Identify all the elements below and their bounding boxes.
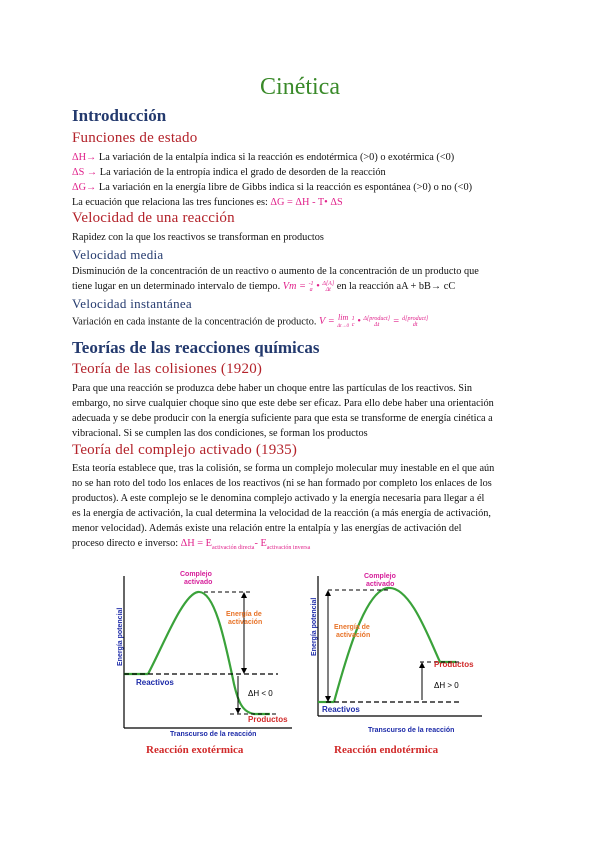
complejo-formula: $\Delta H = E_{activación directa}-$ $E_{activación inversa}$ — [180, 538, 311, 552]
exo-energia-label-1: Energía de — [226, 611, 262, 618]
exo-ylabel: Energía potencial — [117, 607, 124, 666]
complejo-line-3: es la energía de activación, la cual determina la velocidad de la reacción (a más energía de activación, — [72, 508, 492, 519]
exo-dh-label: ΔH < 0 — [248, 689, 273, 698]
dh-text: La variación de la entalpía indica si la reacción es endotérmica (>0) o exotérmica (<0) — [96, 152, 455, 163]
ecuacion-line — [72, 195, 502, 211]
instantanea-text: Variación en cada instante de la concentración de producto. — [72, 316, 320, 328]
complejo-line-5 — [72, 536, 502, 557]
funciones-heading: Funciones de estado — [72, 130, 198, 146]
colisiones-line-0: Para que una reacción se produzca debe haber un choque entre las partículas de los reactivos. Sin — [72, 383, 472, 394]
exo-caption: Reacción exotérmica — [146, 744, 244, 756]
media-text-3: en la reacción aA + bB→ cC — [334, 281, 456, 292]
endo-caption: Reacción endotérmica — [334, 744, 439, 756]
complejo-line-4: menor velocidad). Además existe una relación entre la entalpía y las energías de activación del — [72, 523, 462, 534]
teorias-heading: Teorías de las reacciones químicas — [72, 338, 320, 357]
colisiones-line-1: embargo, no sirve cualquier choque sino que este debe ser eficaz. Para ello debe haber una orientación — [72, 398, 494, 409]
ecuacion-text: La ecuación que relaciona las tres funciones es: — [72, 197, 271, 208]
media-formula: Vm = -1 a • Δ[A] Δt — [282, 280, 335, 293]
exo-complejo-label-2: activado — [184, 579, 213, 586]
instantanea-line — [72, 314, 502, 330]
endo-productos-label: Productos — [434, 660, 474, 669]
exo-ea-arrowhead-up — [241, 592, 247, 598]
exo-energia-label-2: activación — [228, 619, 263, 626]
endo-complejo-label-1: Complejo — [364, 573, 396, 580]
dg-text: La variación en la energía libre de Gibbs indica si la reacción es espontánea (>0) o no (<0) — [96, 182, 473, 193]
endothermic-diagram — [310, 566, 490, 736]
velocidad-text: Rapidez con la que los reactivos se transforman en productos — [72, 232, 324, 243]
page-title: Cinética — [260, 74, 340, 100]
exo-dh-arrowhead — [235, 708, 241, 714]
ds-text: La variación de la entropía indica el grado de desorden de la reacción — [97, 167, 386, 178]
exothermic-diagram — [118, 566, 298, 736]
endo-complejo-label-2: activado — [366, 581, 395, 588]
complejo-line-2: productos). A este complejo se le denomina complejo activado y la energía necesaria para llegar a él — [72, 493, 485, 504]
exo-productos-label: Productos — [248, 715, 288, 724]
complejo-heading: Teoría del complejo activado (1935) — [72, 442, 298, 458]
endo-dh-label: ΔH > 0 — [434, 681, 459, 690]
endo-ylabel: Energía potencial — [311, 597, 318, 656]
colisiones-line-2: adecuada y se debe producir con la energía suficiente para que esta se transforme de energía cinética a — [72, 413, 493, 424]
endo-ea-arrowhead-up — [325, 590, 331, 596]
dg-line — [72, 180, 502, 196]
colisiones-heading: Teoría de las colisiones (1920) — [72, 361, 263, 377]
endo-energia-label-1: Energía de — [334, 624, 370, 631]
media-text-2: tiene lugar en un determinado intervalo de tiempo. — [72, 281, 283, 292]
ds-line — [72, 165, 502, 181]
complejo-last-text: proceso directo e inverso: — [72, 538, 181, 549]
endo-dh-arrowhead — [419, 662, 425, 668]
media-heading: Velocidad media — [72, 247, 164, 262]
exo-xlabel: Transcurso de la reacción — [170, 731, 257, 738]
ds-symbol: ΔS → — [72, 167, 98, 178]
complejo-line-0: Esta teoría establece que, tras la colisión, se forma un complejo molecular muy inestable en el que aún — [72, 463, 495, 474]
colisiones-line-3: vibracional. Si se cumplen las dos condiciones, se forman los productos — [72, 428, 368, 439]
dh-symbol: ΔH→ — [72, 152, 97, 163]
endo-energia-label-2: activación — [336, 632, 371, 639]
ecuacion-formula: ΔG = ΔH - T• ΔS — [270, 197, 343, 208]
endo-xlabel: Transcurso de la reacción — [368, 727, 455, 734]
intro-heading: Introducción — [72, 106, 167, 125]
exo-reactivos-label: Reactivos — [136, 678, 174, 687]
media-text-1: Disminución de la concentración de un reactivo o aumento de la concentración de un producto que — [72, 266, 479, 277]
dh-line — [72, 150, 502, 166]
dg-symbol: ΔG→ — [72, 182, 97, 193]
instantanea-formula: V = lim Δt→0 1 c • Δ[product] Δt = d[product] dt — [319, 313, 429, 329]
instantanea-heading: Velocidad instantánea — [72, 296, 193, 311]
media-text-line — [72, 279, 502, 295]
endo-reactivos-label: Reactivos — [322, 705, 360, 714]
exo-complejo-label-1: Complejo — [180, 571, 212, 578]
complejo-line-1: no se han roto del todo los enlaces de los reactivos (ni se han formado por completo los enlaces de los — [72, 478, 492, 489]
exo-ea-arrowhead-down — [241, 668, 247, 674]
velocidad-heading: Velocidad de una reacción — [72, 210, 235, 226]
